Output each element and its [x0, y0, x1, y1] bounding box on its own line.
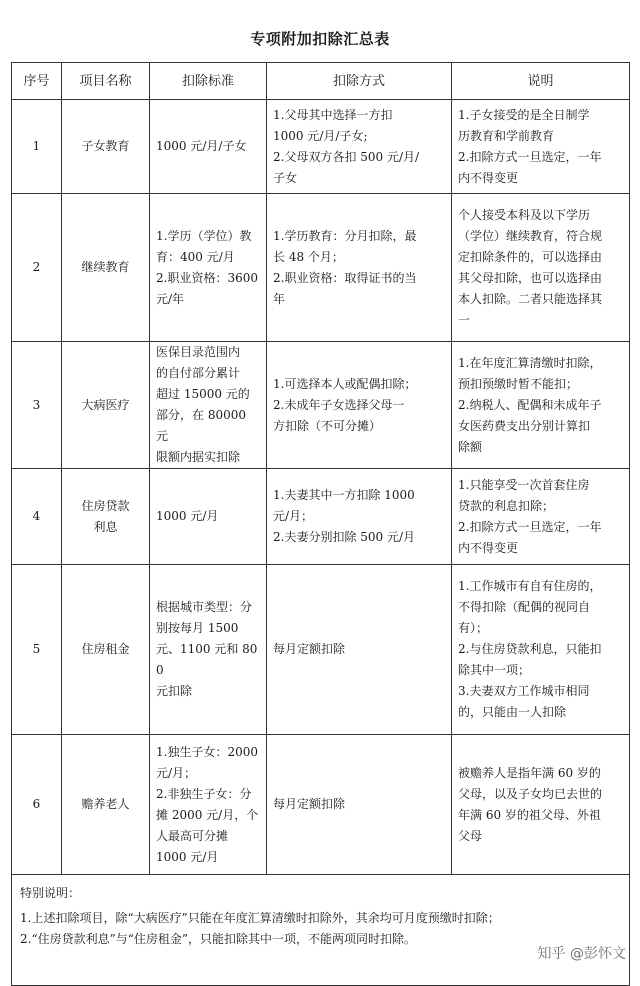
standard-cell-line: 1000 元/月: [156, 509, 219, 523]
method-cell: [267, 100, 452, 194]
item-name-cell: [62, 565, 150, 735]
note-cell-line: 个人接受本科及以下学历: [458, 207, 591, 222]
standard-cell-line: 根据城市类型：分: [156, 600, 253, 614]
method-cell-line: 1.学历教育：分月扣除，最: [273, 228, 417, 243]
note-cell-line: 预扣预缴时暂不能扣；: [458, 376, 579, 391]
note-cell: [452, 342, 630, 469]
standard-cell-line: 超过 15000 元的: [156, 387, 250, 401]
note-cell-line: 的，只能由一人扣除: [458, 705, 567, 719]
standard-cell-line: 1000 元/月/子女: [156, 139, 247, 153]
standard-cell-line: 元/月；: [156, 765, 197, 780]
special-note: [12, 875, 630, 986]
note-cell: [452, 735, 630, 875]
note-cell: [452, 565, 630, 735]
item-name-cell-line: 赡养老人: [81, 797, 130, 811]
special-note-line: 2.“住房贷款利息”与“住房租金”，只能扣除其中一项，不能两项同时扣除。: [20, 932, 416, 946]
method-cell-line: 1.可选择本人或配偶扣除；: [273, 376, 417, 391]
method-cell-line: 2.父母双方各扣 500 元/月/: [273, 149, 420, 164]
method-cell-line: 2.职业资格：取得证书的当: [273, 270, 417, 285]
item-name-cell: [62, 100, 150, 194]
item-name-cell-line: 继续教育: [81, 260, 130, 274]
table-row: [12, 100, 630, 194]
note-cell-line: 父母: [458, 828, 483, 843]
standard-cell: [150, 342, 267, 469]
method-cell-line: 2.夫妻分别扣除 500 元/月: [273, 530, 416, 544]
standard-cell-line: 1.学历（学位）教: [156, 228, 252, 243]
standard-cell-line: 人最高可分摊: [156, 828, 229, 843]
item-name-cell-line: 住房租金: [81, 642, 130, 656]
note-cell-line: 1.只能享受一次首套住房: [458, 477, 590, 492]
standard-cell-line: 的自付部分累计: [156, 366, 241, 380]
standard-cell: [150, 565, 267, 735]
header-note: 说明: [452, 63, 630, 100]
standard-cell-line: 摊 2000 元/月，个: [156, 807, 259, 822]
note-cell: [452, 469, 630, 565]
special-note-row: [12, 875, 630, 986]
method-cell: [267, 469, 452, 565]
note-cell-line: 2.与住房贷款利息，只能扣: [458, 642, 602, 656]
method-cell-line: 元/月；: [273, 509, 314, 523]
method-cell-line: 子女: [273, 170, 298, 185]
note-cell: [452, 100, 630, 194]
note-cell-line: 2.扣除方式一旦选定，一年: [458, 149, 602, 164]
table-row: [12, 469, 630, 565]
row-number: 6: [12, 735, 62, 875]
header-name: 项目名称: [62, 63, 150, 100]
standard-cell: [150, 194, 267, 342]
row-number: 5: [12, 565, 62, 735]
note-cell-line: 2.扣除方式一旦选定，一年: [458, 519, 602, 534]
special-note-line: 1.上述扣除项目，除“大病医疗”只能在年度汇算清缴时扣除外，其余均可月度预缴时扣除；: [20, 911, 500, 925]
row-number: 4: [12, 469, 62, 565]
deduction-table: [11, 62, 630, 986]
note-cell-line: 有）；: [458, 621, 489, 635]
note-cell-line: 贷款的利息扣除；: [458, 498, 555, 513]
method-cell-line: 长 48 个月；: [273, 249, 344, 264]
note-cell-line: 不得扣除（配偶的视同自: [458, 600, 591, 614]
standard-cell: [150, 735, 267, 875]
standard-cell-line: 元扣除: [156, 684, 193, 698]
note-cell-line: 1.工作城市有自有住房的，: [458, 579, 602, 593]
standard-cell-line: 2.非独生子女：分: [156, 786, 252, 801]
row-number: 2: [12, 194, 62, 342]
method-cell-line: 方扣除（不可分摊）: [273, 418, 382, 433]
item-name-cell-line: 住房贷款: [81, 498, 130, 513]
note-cell-line: 女医药费支出分别计算扣: [458, 418, 591, 433]
method-cell-line: 每月定额扣除: [273, 797, 346, 811]
standard-cell-line: 元/年: [156, 291, 185, 306]
standard-cell-line: 限额内据实扣除: [156, 450, 241, 464]
standard-cell-line: 育：400 元/月: [156, 249, 235, 264]
item-name-cell: [62, 342, 150, 469]
item-name-cell: [62, 469, 150, 565]
method-cell: [267, 194, 452, 342]
table-row: [12, 342, 630, 469]
method-cell-line: 1000 元/月/子女;: [273, 128, 368, 143]
table-row: [12, 735, 630, 875]
method-cell: [267, 565, 452, 735]
standard-cell-line: 1.独生子女：2000: [156, 744, 258, 759]
method-cell-line: 每月定额扣除: [273, 642, 346, 656]
standard-cell: [150, 100, 267, 194]
page-title: 专项附加扣除汇总表: [250, 30, 390, 48]
item-name-cell: [62, 735, 150, 875]
note-cell-line: 2.纳税人、配偶和未成年子: [458, 397, 602, 412]
note-cell-line: 其父母扣除，也可以选择由: [458, 270, 603, 285]
note-cell-line: 定扣除条件的，可以选择由: [458, 249, 603, 264]
note-cell-line: 除额: [458, 439, 483, 454]
method-cell-line: 2.未成年子女选择父母一: [273, 397, 405, 412]
note-cell-line: 1.在年度汇算清缴时扣除，: [458, 355, 602, 370]
special-note-title: 特别说明：: [20, 886, 81, 900]
row-number: 3: [12, 342, 62, 469]
standard-cell-line: 2.职业资格：3600: [156, 270, 258, 285]
note-cell-line: 1.子女接受的是全日制学: [458, 107, 590, 122]
header-method: 扣除方式: [267, 63, 452, 100]
note-cell: [452, 194, 630, 342]
item-name-cell-line: 大病医疗: [81, 397, 130, 412]
standard-cell-line: 元、1100 元和 800: [156, 642, 258, 677]
row-number: 1: [12, 100, 62, 194]
standard-cell-line: 医保目录范围内: [156, 345, 241, 359]
header-no: 序号: [12, 63, 62, 100]
note-cell-line: （学位）继续教育，符合规: [458, 228, 603, 243]
standard-cell-line: 别按每月 1500: [156, 621, 239, 635]
note-cell-line: 父母，以及子女均已去世的: [458, 786, 603, 801]
item-name-cell-line: 利息: [93, 519, 118, 534]
method-cell-line: 1.父母其中选择一方扣: [273, 107, 393, 122]
note-cell-line: 年满 60 岁的祖父母、外祖: [458, 807, 601, 822]
item-name-cell-line: 子女教育: [81, 139, 130, 153]
watermark: 知乎 @彭怀文: [537, 946, 626, 962]
method-cell-line: 年: [273, 291, 286, 306]
table-row: [12, 565, 630, 735]
table-row: [12, 194, 630, 342]
note-cell-line: 内不得变更: [458, 170, 519, 185]
standard-cell-line: 1000 元/月: [156, 849, 219, 864]
standard-cell: [150, 469, 267, 565]
note-cell-line: 一: [458, 312, 471, 327]
note-cell-line: 3.夫妻双方工作城市相同: [458, 684, 590, 698]
header-standard: 扣除标准: [150, 63, 267, 100]
standard-cell-line: 部分，在 80000 元: [156, 408, 246, 443]
method-cell-line: 1.夫妻其中一方扣除 1000: [273, 488, 415, 502]
method-cell: [267, 735, 452, 875]
method-cell: [267, 342, 452, 469]
note-cell-line: 本人扣除。二者只能选择其: [458, 291, 603, 306]
header-row: [12, 63, 630, 100]
note-cell-line: 内不得变更: [458, 540, 519, 555]
note-cell-line: 历教育和学前教育: [458, 128, 555, 143]
note-cell-line: 被赡养人是指年满 60 岁的: [458, 765, 601, 780]
item-name-cell: [62, 194, 150, 342]
note-cell-line: 除其中一项；: [458, 663, 531, 677]
